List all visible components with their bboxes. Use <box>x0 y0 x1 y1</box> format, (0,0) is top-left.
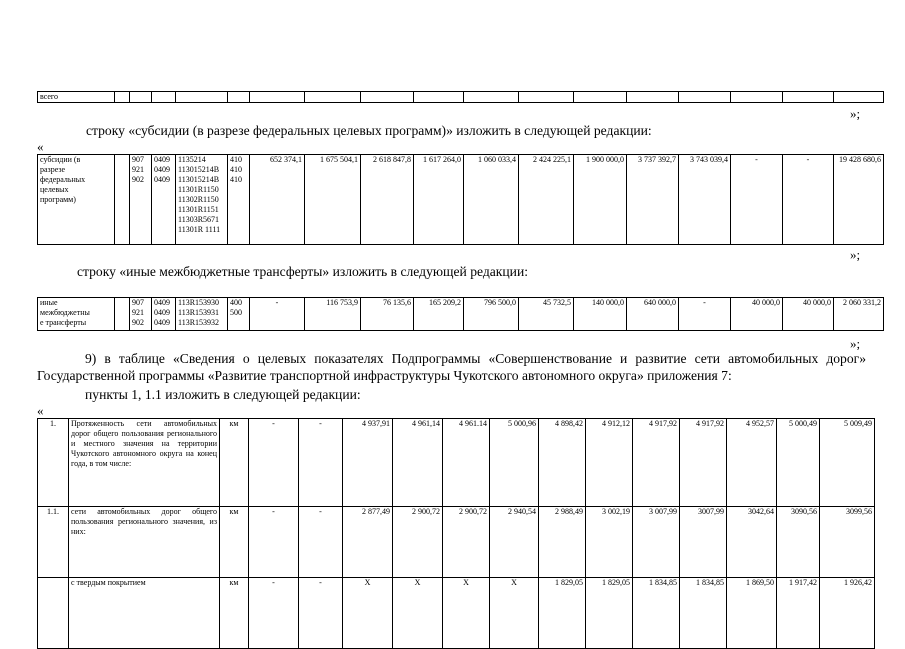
indicator-value: 4 937,91 <box>343 419 393 507</box>
indicator-base: - <box>249 419 299 507</box>
subsidies-value: 2 424 225,1 <box>519 155 574 245</box>
transfers-row-table <box>37 297 884 331</box>
transfers-section <box>152 298 176 331</box>
indicator-base: - <box>249 507 299 578</box>
subsidies-csr-code: 11301R1150 <box>178 185 219 194</box>
transfers-vr-code: 400 <box>230 298 242 307</box>
indicator-value: 3099,56 <box>820 507 875 578</box>
indicator-value: 4 961,14 <box>393 419 443 507</box>
subsidies-csr <box>176 155 228 245</box>
subsidies-csr-code: 11303R5671 <box>178 215 220 224</box>
transfers-grbs-code: 902 <box>132 318 144 327</box>
indicator-value: 3 007,99 <box>633 507 680 578</box>
indicator-value: 1 917,42 <box>777 578 820 649</box>
indicator-value: 4 952,57 <box>727 419 777 507</box>
subsidies-vr-code: 410 <box>230 165 242 174</box>
indicator-value: 3007,99 <box>680 507 727 578</box>
indicator-value: 1 869,50 <box>727 578 777 649</box>
subsidies-section <box>152 155 176 245</box>
transfers-grbs-code: 921 <box>132 308 144 317</box>
transfers-label <box>38 298 115 331</box>
opening-quote-1: « <box>37 139 44 154</box>
subsidies-section-code: 0409 <box>154 155 170 164</box>
transfers-csr <box>176 298 228 331</box>
indicator-value: 1 926,42 <box>820 578 875 649</box>
indicator-value: 1 834,85 <box>633 578 680 649</box>
indicator-row <box>38 419 875 507</box>
indicator-value: X <box>490 578 539 649</box>
indicator-base: - <box>249 578 299 649</box>
opening-quote-2: « <box>37 403 44 418</box>
indicators-table <box>37 418 875 649</box>
indicator-base: - <box>299 578 343 649</box>
closing-quote-1: »; <box>850 106 861 121</box>
subsidies-csr-code: 113015214В <box>178 165 220 174</box>
subsidies-csr-code: 1135214 <box>178 155 206 164</box>
transfers-csr-code: 113R153930 <box>178 298 220 307</box>
transfers-instruction: строку «иные межбюджетные трансферты» изложить в следующей редакции: <box>77 264 528 279</box>
indicator-value: 5 000,49 <box>777 419 820 507</box>
subsidies-label-line: программ) <box>40 195 76 204</box>
subsidies-csr-code: 113015214В <box>178 175 220 184</box>
subsidies-value: 3 737 392,7 <box>627 155 679 245</box>
subsidies-value: 1 060 033,4 <box>464 155 519 245</box>
subsidies-vr <box>228 155 250 245</box>
subsidies-label-line: федеральных <box>40 175 86 184</box>
transfers-value: - <box>250 298 305 331</box>
indicator-value: 4 912,12 <box>586 419 633 507</box>
indicator-name: Протяженность сети автомобильных дорог общего пользования регионального и местного значения на территории Чукотского автономного округа на конец года, в том числе: <box>69 419 220 507</box>
indicator-name: с твердым покрытием <box>69 578 220 649</box>
subsidies-value: 2 618 847,8 <box>361 155 414 245</box>
transfers-value: 40 000,0 <box>731 298 783 331</box>
transfers-section-code: 0409 <box>154 298 170 307</box>
subsidies-instruction: строку «субсидии (в разрезе федеральных целевых программ)» изложить в следующей редакции: <box>86 123 652 138</box>
indicator-number <box>38 578 69 649</box>
subsidies-vr-code: 410 <box>230 175 242 184</box>
transfers-value: 165 209,2 <box>414 298 464 331</box>
transfers-section-code: 0409 <box>154 318 170 327</box>
subsidies-label-line: целевых <box>40 185 69 194</box>
indicator-value: 3 002,19 <box>586 507 633 578</box>
indicator-number: 1.1. <box>38 507 69 578</box>
transfers-label-line: межбюджетны <box>40 308 90 317</box>
item-9-text: 9) в таблице «Сведения о целевых показателях Подпрограммы «Совершенствование и развитие сети автомобильных дорог» Государственной программы «Развитие транспортной инфраструктуры Чукотского автономного округа» приложения 7: <box>37 351 866 383</box>
transfers-grbs <box>130 298 152 331</box>
subsidies-total: 19 428 680,6 <box>834 155 884 245</box>
subsidies-csr-code: 11302R1150 <box>178 195 219 204</box>
subsidies-label-line: субсидии (в <box>40 155 81 164</box>
subsidies-grbs-code: 921 <box>132 165 144 174</box>
transfers-value: 796 500,0 <box>464 298 519 331</box>
indicator-value: 3042,64 <box>727 507 777 578</box>
subsidies-value: 3 743 039,4 <box>679 155 731 245</box>
transfers-grbs-code: 907 <box>132 298 144 307</box>
transfers-value: - <box>679 298 731 331</box>
transfers-label-line: е трансферты <box>40 318 87 327</box>
transfers-value: 140 000,0 <box>574 298 627 331</box>
transfers-vr <box>228 298 250 331</box>
subsidies-section-code: 0409 <box>154 165 170 174</box>
subsidies-value: 1 617 264,0 <box>414 155 464 245</box>
indicator-value: 4 898,42 <box>539 419 586 507</box>
transfers-value: 76 135,6 <box>361 298 414 331</box>
subsidies-csr-code: 11301R 1111 <box>178 225 221 234</box>
subsidies-value: - <box>731 155 783 245</box>
transfers-value: 40 000,0 <box>783 298 834 331</box>
indicator-value: 2 988,49 <box>539 507 586 578</box>
indicator-value: X <box>443 578 490 649</box>
subsidies-value: 1 900 000,0 <box>574 155 627 245</box>
indicator-value: 1 829,05 <box>539 578 586 649</box>
indicator-value: X <box>343 578 393 649</box>
indicator-value: 5 009,49 <box>820 419 875 507</box>
transfers-value: 116 753,9 <box>305 298 361 331</box>
subsidies-label <box>38 155 115 245</box>
transfers-section-code: 0409 <box>154 308 170 317</box>
indicator-name: сети автомобильных дорог общего пользования регионального значения, из них: <box>69 507 220 578</box>
indicator-base: - <box>299 507 343 578</box>
closing-quote-2: »; <box>850 247 861 262</box>
subsidies-grbs-code: 907 <box>132 155 144 164</box>
subsidies-grbs-code: 902 <box>132 175 144 184</box>
transfers-csr-code: 113R153931 <box>178 308 220 317</box>
indicator-unit: км <box>220 578 249 649</box>
indicator-row <box>38 507 875 578</box>
points-instruction: пункты 1, 1.1 изложить в следующей редакции: <box>85 387 361 402</box>
subsidies-label-line: разрезе <box>40 165 66 174</box>
indicator-value: 3090,56 <box>777 507 820 578</box>
subsidies-grbs <box>130 155 152 245</box>
subsidies-vr-code: 410 <box>230 155 242 164</box>
transfers-vr-code: 500 <box>230 308 242 317</box>
indicator-value: 2 900,72 <box>443 507 490 578</box>
transfers-value: 640 000,0 <box>627 298 679 331</box>
transfers-vr-code <box>230 318 247 328</box>
subsidies-value: 1 675 504,1 <box>305 155 361 245</box>
total-row-label: всего <box>38 92 115 103</box>
closing-quote-3: »; <box>850 336 861 351</box>
indicator-value: X <box>393 578 443 649</box>
indicator-base: - <box>299 419 343 507</box>
subsidies-value: 652 374,1 <box>250 155 305 245</box>
subsidies-section-code: 0409 <box>154 175 170 184</box>
indicator-row <box>38 578 875 649</box>
indicator-value: 2 877,49 <box>343 507 393 578</box>
subsidies-value: - <box>783 155 834 245</box>
transfers-label-line: иные <box>40 298 58 307</box>
indicator-unit: км <box>220 419 249 507</box>
transfers-total: 2 060 331,2 <box>834 298 884 331</box>
subsidies-csr-code: 11301R1151 <box>178 205 219 214</box>
indicator-value: 4 961.14 <box>443 419 490 507</box>
indicator-value: 1 829,05 <box>586 578 633 649</box>
indicator-unit: км <box>220 507 249 578</box>
indicator-number: 1. <box>38 419 69 507</box>
indicator-value: 4 917,92 <box>633 419 680 507</box>
indicator-value: 2 940,54 <box>490 507 539 578</box>
transfers-value: 45 732,5 <box>519 298 574 331</box>
indicator-value: 2 900,72 <box>393 507 443 578</box>
transfers-csr-code: 113R153932 <box>178 318 220 327</box>
subsidies-row-table <box>37 154 884 245</box>
indicator-value: 1 834,85 <box>680 578 727 649</box>
total-row-table <box>37 91 884 103</box>
indicator-value: 4 917,92 <box>680 419 727 507</box>
indicator-value: 5 000,96 <box>490 419 539 507</box>
